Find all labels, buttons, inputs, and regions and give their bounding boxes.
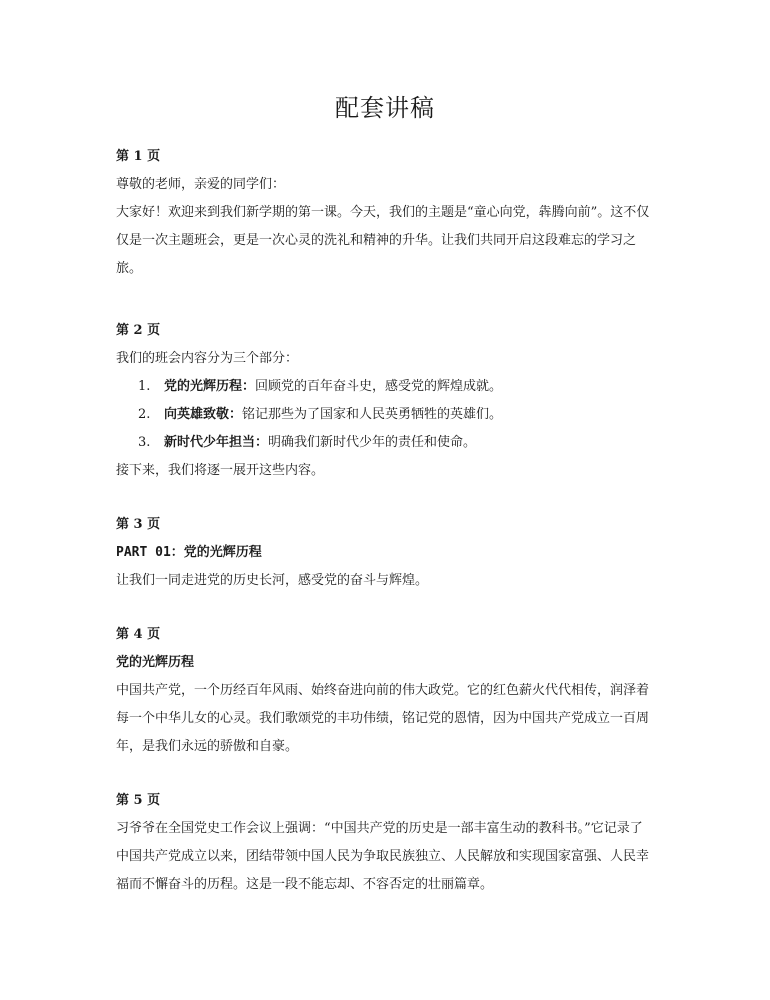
section-page-5 [116, 787, 654, 899]
section-page-3 [116, 511, 654, 595]
list-item-term: 新时代少年担当： [164, 435, 269, 450]
list-intro: 我们的班会内容分为三个部分： [116, 351, 299, 366]
list-item-text: 明确我们新时代少年的责任和使命。 [268, 435, 477, 450]
list-item-text: 铭记那些为了国家和人民英勇牺牲的英雄们。 [242, 407, 503, 422]
part-label: PART 01： [116, 545, 184, 560]
list-item-term: 党的光辉历程： [164, 379, 256, 394]
document-title: 配套讲稿 [335, 94, 435, 122]
subheading: 党的光辉历程 [116, 655, 195, 670]
section-heading: 第 4 页 [116, 627, 161, 642]
list-item [116, 401, 654, 429]
section-heading: 第 5 页 [116, 793, 161, 808]
part-title: 党的光辉历程 [183, 545, 262, 560]
list-number: 1. [138, 379, 151, 394]
section-heading: 第 1 页 [116, 149, 161, 164]
salutation: 尊敬的老师，亲爱的同学们： [116, 177, 286, 192]
part-heading [116, 539, 654, 567]
section-page-2 [116, 317, 654, 485]
section-heading: 第 2 页 [116, 323, 161, 338]
paragraph: 中国共产党，一个历经百年风雨、始终奋进向前的伟大政党。它的红色薪火代代相传，润泽着每一个中华儿女的心灵。我们歌颂党的丰功伟绩，铭记党的恩情，因为中国共产党成立一百周年，是我们永远的骄傲和自豪。 [116, 683, 650, 754]
list-item-text: 回顾党的百年奋斗史，感受党的辉煌成就。 [255, 379, 503, 394]
list-number: 2. [138, 407, 151, 422]
section-heading: 第 3 页 [116, 517, 161, 532]
list-item [116, 373, 654, 401]
list-item-term: 向英雄致敬： [164, 407, 243, 422]
paragraph: 习爷爷在全国党史工作会议上强调：“中国共产党的历史是一部丰富生动的教科书。”它记录了中国共产党成立以来，团结带领中国人民为争取民族独立、人民解放和实现国家富强、人民幸福而不懈奋斗的历程。这是一段不能忘却、不容否定的壮丽篇章。 [116, 821, 650, 892]
paragraph: 让我们一同走进党的历史长河，感受党的奋斗与辉煌。 [116, 573, 429, 588]
list-item [116, 429, 654, 457]
paragraph: 大家好！欢迎来到我们新学期的第一课。今天，我们的主题是“童心向党，犇腾向前”。这不仅仅是一次主题班会，更是一次心灵的洗礼和精神的升华。让我们共同开启这段难忘的学习之旅。 [116, 205, 650, 276]
section-page-4 [116, 621, 654, 761]
list-number: 3. [138, 435, 151, 450]
list-outro: 接下来，我们将逐一展开这些内容。 [116, 463, 325, 478]
content-outline-list [116, 373, 654, 457]
section-page-1 [116, 143, 654, 283]
